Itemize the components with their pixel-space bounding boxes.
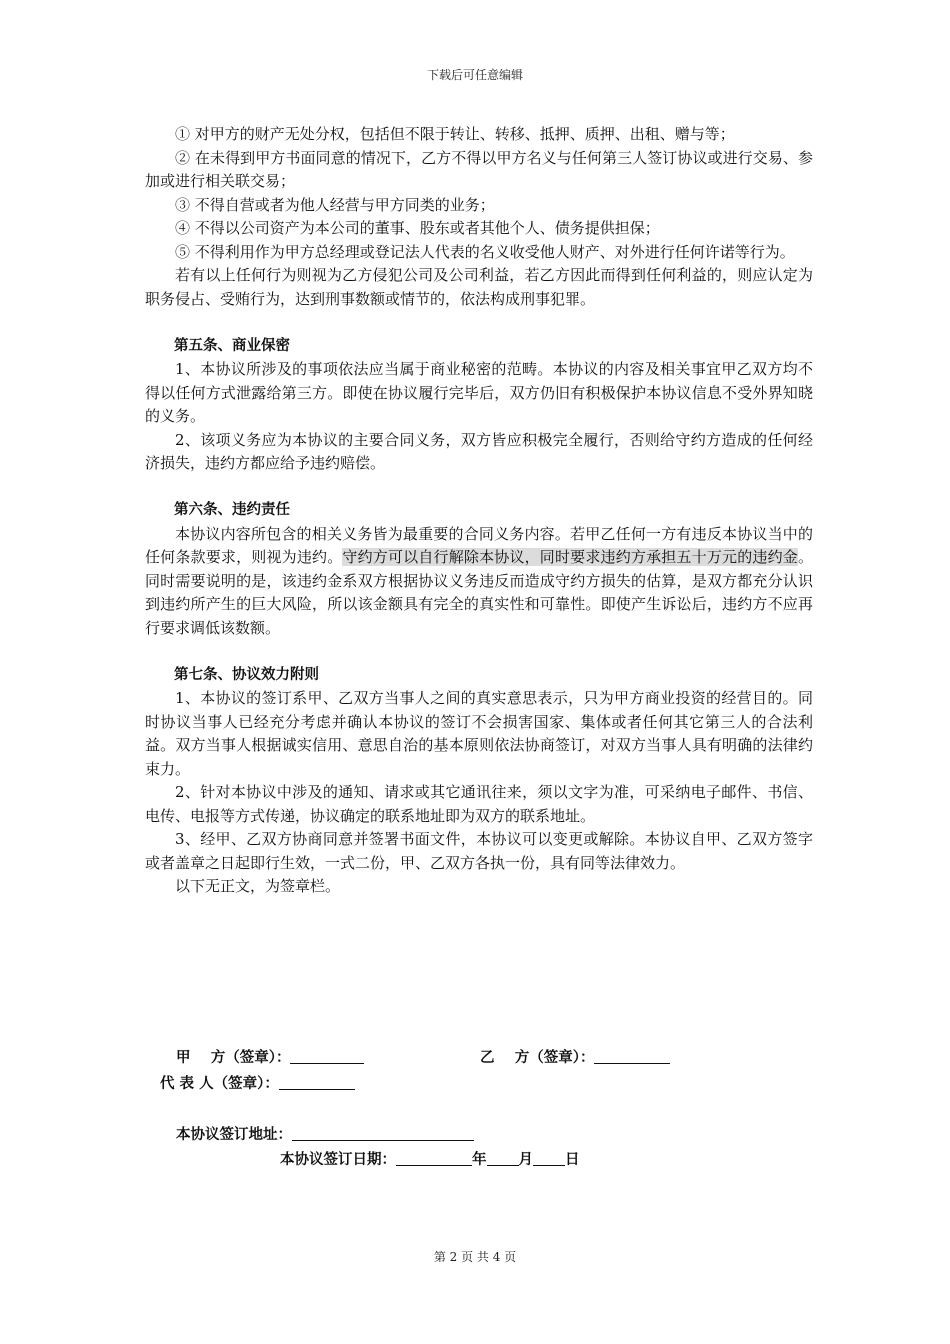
signing-address-label: 本协议签订地址： (176, 1127, 292, 1143)
clause5-paragraph-2: 2、该项义务应为本协议的主要合同义务，双方皆应积极完全履行，否则给守约方造成的任何经济损失，违约方都应给予违约赔偿。 (145, 430, 813, 472)
clause7-end-note: 以下无正文，为签章栏。 (175, 877, 341, 895)
page-footer: 第 2 页 共 4 页 (433, 1250, 517, 1264)
clause4-item-1: ① 对甲方的财产无处分权，包括但不限于转让、转移、抵押、质押、出租、赠与等； (175, 125, 735, 143)
year-label: 年 (472, 1152, 487, 1168)
clause4-item-4: ④ 不得以公司资产为本公司的董事、股东或者其他个人、债务提供担保； (175, 219, 660, 237)
clause6-text-after: 。同时需要说明的是，该违约金系双方根据协议义务违反而造成守约方损失的估算，是双方都充分认识到违约所产生的巨大风险，所以该金额具有完全的真实性和可靠性。即使产生诉讼后，违约方不应再行要求调低该数额。 (145, 548, 813, 637)
party-a-label: 甲 方（签章）： (176, 1050, 291, 1066)
clause6-highlighted-text: 守约方可以自行解除本协议，同时要求违约方承担五十万元的违约金 (342, 548, 798, 566)
document-body (145, 123, 813, 899)
party-b-signature-line (480, 1046, 670, 1067)
party-b-label: 乙 方（签章）： (480, 1050, 595, 1066)
party-b-signature-blank (594, 1048, 670, 1064)
clause5-paragraph-1: 1、本协议所涉及的事项依法应当属于商业秘密的范畴。本协议的内容及相关事宜甲乙双方均不得以任何方式泄露给第三方。即使在协议履行完毕后，双方仍旧有积极保护本协议信息不受外界知晓的义务。 (145, 360, 813, 425)
page-header: 下载后可任意编辑 (426, 68, 523, 82)
party-a-signature-line (176, 1046, 364, 1067)
clause4-item-2: ② 在未得到甲方书面同意的情况下，乙方不得以甲方名义与任何第三人签订协议或进行交易、参加或进行相关联交易； (145, 148, 813, 190)
clause7-paragraph-1: 1、本协议的签订系甲、乙双方当事人之间的真实意思表示，只为甲方商业投资的经营目的。同时协议当事人已经充分考虑并确认本协议的签订不会损害国家、集体或者任何其它第三人的合法利益。双方当事人根据诚实信用、意思自治的基本原则依法协商签订，对双方当事人具有明确的法律约束力。 (145, 689, 813, 778)
clause7-paragraph-2: 2、针对本协议中涉及的通知、请求或其它通讯往来，须以文字为准，可采纳电子邮件、书信、电传、电报等方式传递，协议确定的联系地址即为双方的联系地址。 (145, 783, 813, 825)
day-blank (533, 1150, 565, 1166)
clause6-paragraph (145, 523, 813, 641)
representative-signature-blank (279, 1074, 355, 1090)
signing-address-line (176, 1123, 474, 1144)
signing-date-label: 本协议签订日期： (280, 1152, 396, 1168)
representative-label: 代 表 人（签章）： (160, 1076, 279, 1092)
clause7-title: 第七条、协议效力附则 (174, 666, 319, 683)
clause6-text-before: 本协议内容所包含的相关义务皆为最重要的合同义务内容。若甲乙任何一方有违反本协议当中的任何条款要求，则视为违约。 (145, 524, 813, 566)
clause6-title: 第六条、违约责任 (174, 502, 290, 518)
clause4-item-5: ⑤ 不得利用作为甲方总经理或登记法人代表的名义收受他人财产、对外进行任何许诺等行为。 (175, 242, 795, 261)
party-a-signature-blank (290, 1048, 364, 1064)
signing-date-line (280, 1148, 580, 1169)
signing-address-blank (292, 1125, 474, 1141)
month-label: 月 (518, 1152, 533, 1168)
month-blank (487, 1150, 519, 1166)
year-blank (396, 1150, 472, 1166)
clause5-title: 第五条、商业保密 (174, 337, 290, 354)
day-label: 日 (565, 1152, 580, 1168)
clause4-item-3: ③ 不得自营或者为他人经营与甲方同类的业务； (175, 195, 495, 214)
clause4-consequence: 若有以上任何行为则视为乙方侵犯公司及公司利益，若乙方因此而得到任何利益的，则应认定为职务侵占、受贿行为，达到刑事数额或情节的，依法构成刑事犯罪。 (145, 266, 813, 308)
representative-signature-line (160, 1072, 355, 1093)
clause7-paragraph-3: 3、经甲、乙双方协商同意并签署书面文件，本协议可以变更或解除。本协议自甲、乙双方签字或者盖章之日起即行生效，一式二份，甲、乙双方各执一份，具有同等法律效力。 (145, 830, 813, 872)
